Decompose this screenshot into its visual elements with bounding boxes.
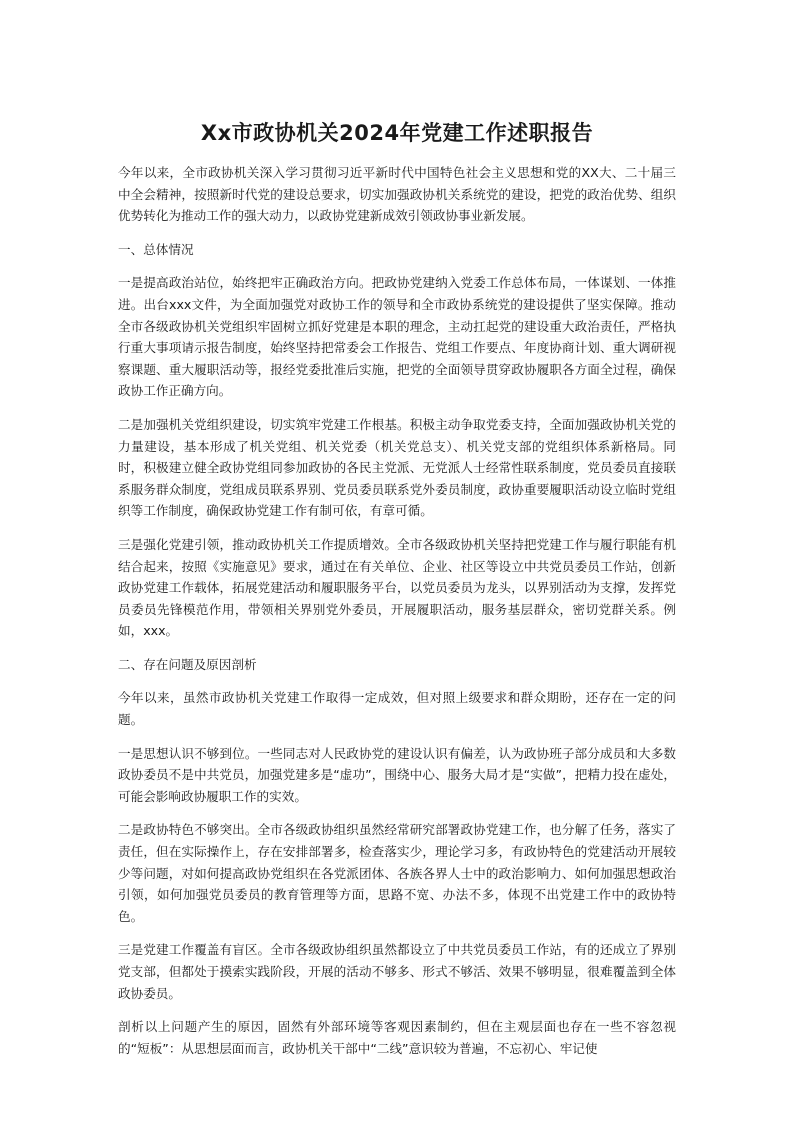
document-body	[118, 162, 676, 1059]
body-paragraph: 二是加强机关党组织建设，切实筑牢党建工作根基。积极主动争取党委支持，全面加强政协机关党的力量建设，基本形成了机关党组、机关党委（机关党总支）、机关党支部的党组织体系新格局。同时，积极建立健全政协党组同参加政协的各民主党派、无党派人士经常性联系制度，党员委员直接联系服务群众制度，党组成员联系界别、党员委员联系党外委员制度，政协重要履职活动设立临时党组织等工作制度，确保政协党建工作有制可依，有章可循。	[118, 416, 676, 519]
body-paragraph: 三是党建工作覆盖有盲区。全市各级政协组织虽然都设立了中共党员委员工作站，有的还成立了界别党支部，但都处于摸索实践阶段，开展的活动不够多、形式不够活、效果不够明显，很难覆盖到全体政协委员。	[118, 942, 676, 1001]
section-heading: 一、总体情况	[118, 241, 194, 257]
body-paragraph: 二是政协特色不够突出。全市各级政协组织虽然经常研究部署政协党建工作，也分解了任务，落实了责任，但在实际操作上，存在安排部署多，检查落实少，理论学习多，有政协特色的党建活动开展较少等问题，对如何提高政协党组织在各党派团体、各族各界人士中的政治影响力、如何加强思想政治引领，如何加强党员委员的教育管理等方面，思路不宽、办法不多，体现不出党建工作中的政协特色。	[118, 822, 676, 924]
body-paragraph: 三是强化党建引领，推动政协机关工作提质增效。全市各级政协机关坚持把党建工作与履行职能有机结合起来，按照《实施意见》要求，通过在有关单位、企业、社区等设立中共党员委员工作站，创新政协党建工作载体，拓展党建活动和履职服务平台，以党员委员为龙头，以界别活动为支撑，发挥党员委员先锋模范作用，带领相关界别党外委员，开展履职活动，服务基层群众，密切党群关系。例如，xxx。	[118, 536, 676, 639]
body-paragraph: 今年以来，虽然市政协机关党建工作取得一定成效，但对照上级要求和群众期盼，还存在一定的问题。	[118, 690, 676, 728]
body-paragraph: 一是思想认识不够到位。一些同志对人民政协党的建设认识有偏差，认为政协班子部分成员和大多数政协委员不是中共党员，加强党建多是“虚功”，围绕中心、服务大局才是“实做”，把精力投在虚处，可能会影响政协履职工作的实效。	[118, 745, 676, 804]
body-paragraph: 一是提高政治站位，始终把牢正确政治方向。把政协党建纳入党委工作总体布局，一体谋划、一体推进。出台xxx文件，为全面加强党对政协工作的领导和全市政协系统党的建设提供了坚实保障。推动全市各级政协机关党组织牢固树立抓好党建是本职的理念，主动扛起党的建设重大政治责任，严格执行重大事项请示报告制度，始终坚持把常委会工作报告、党组工作要点、年度协商计划、重大调研视察课题、重大履职活动等，报经党委批准后实施，把党的全面领导贯穿政协履职各方面全过程，确保政协工作正确方向。	[118, 275, 676, 399]
section-heading: 二、存在问题及原因剖析	[118, 656, 257, 672]
document-page	[118, 118, 676, 1071]
document-title: Xx市政协机关2024年党建工作述职报告	[200, 121, 594, 145]
body-paragraph: 剖析以上问题产生的原因，固然有外部环境等客观因素制约，但在主观层面也存在一些不容忽视的“短板”：从思想层面而言，政协机关干部中“二线”意识较为普遍，不忘初心、牢记使	[118, 1019, 676, 1056]
body-paragraph: 今年以来，全市政协机关深入学习贯彻习近平新时代中国特色社会主义思想和党的XX大、二十届三中全会精神，按照新时代党的建设总要求，切实加强政协机关系统党的建设，把党的政治优势、组织优势转化为推动工作的强大动力，以政协党建新成效引领政协事业新发展。	[118, 165, 676, 224]
